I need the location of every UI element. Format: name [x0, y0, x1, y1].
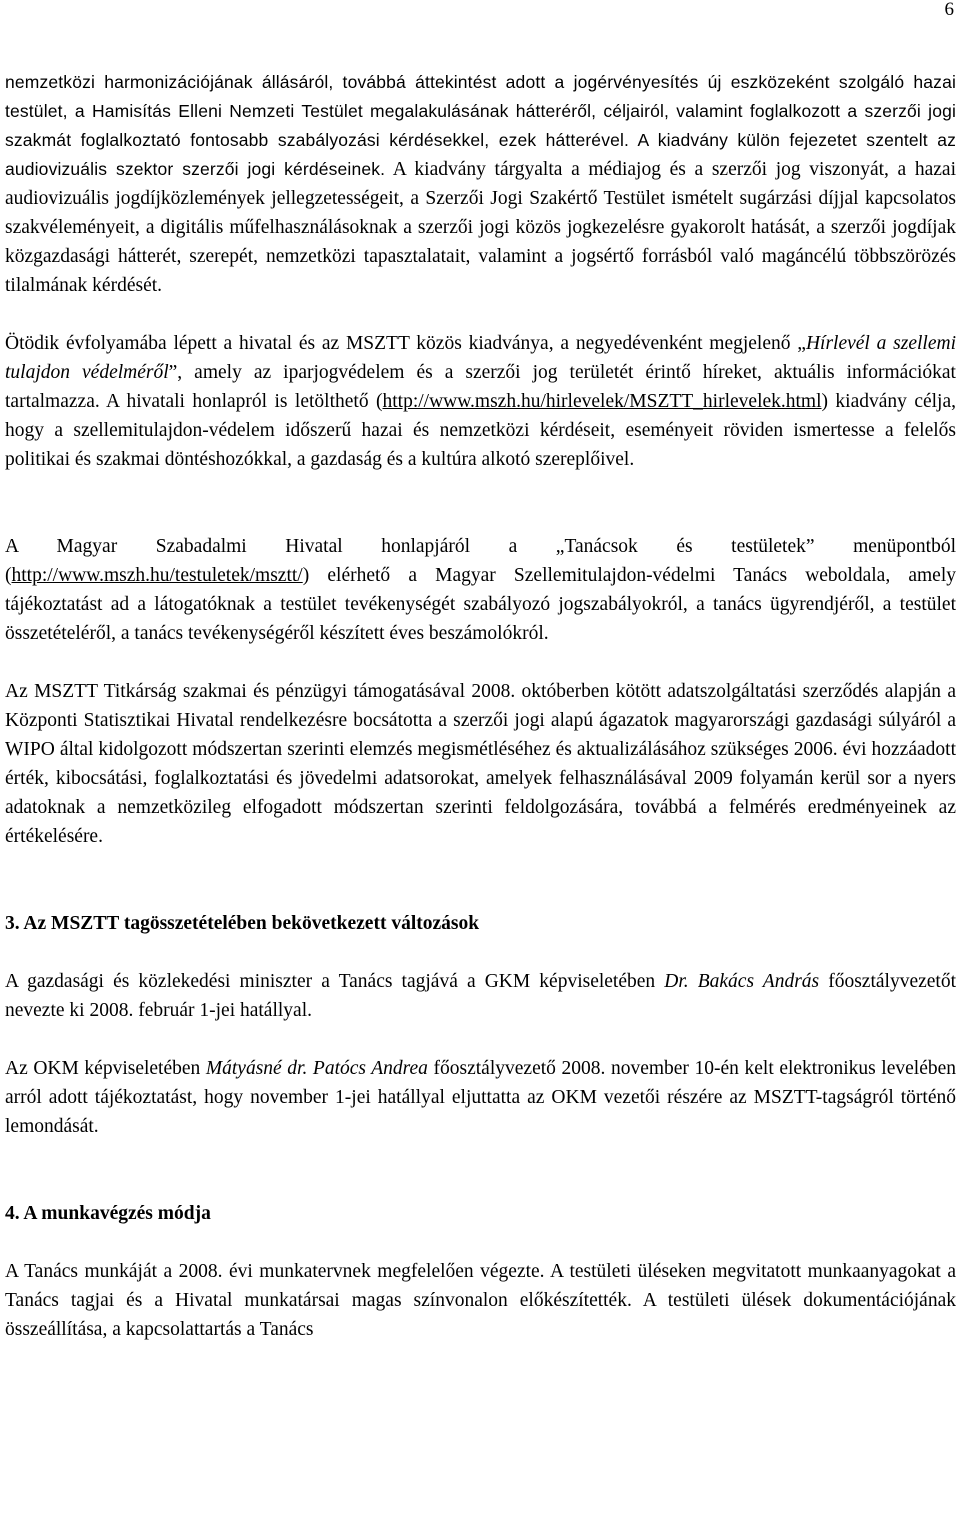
section-heading-3: 3. Az MSZTT tagösszetételében bekövetkezett változások	[5, 913, 480, 934]
resignation-text-a: Az OKM képviseletében	[5, 1058, 206, 1079]
paragraph-serif-part: A kiadvány tárgyalta a médiajog és a szerzői jog viszonyát, a hazai audiovizuális jogdíjközlemények jellegzetességeit, a Szerzői Jogi Szakértő Testület ismételt sugárzási díjjal kapcsolatos szakvéleményeit, a digitális műfelhasználásoknak a szerzői jogi közös jogkezelésre gyakorolt hatását, a szerzői jogdíjak közgazdasági hátterét, szerepét, nemzetközi tapasztalatait, valamint a jogsértő forrásból való magáncélú többszörözés tilalmának kérdését.	[5, 159, 957, 296]
paragraph-publication-summary	[5, 68, 956, 300]
paragraph-statistics: Az MSZTT Titkárság szakmai és pénzügyi támogatásával 2008. októberben kötött adatszolgáltatási szerződés alapján a Központi Statisztikai Hivatal rendelkezésre bocsátotta a szerzői jogi alapú ágazatok magyarországi gazdasági súlyáról a WIPO által kidolgozott módszertan szerinti elemzés megismétléséhez és aktualizálásához szükséges 2006. évi hozzáadott érték, kibocsátási, foglalkoztatási és jövedelmi adatsorokat, amelyek felhasználásával 2009 folyamán kerül sor a nyers adatoknak a nemzetközileg elfogadott módszertan szerinti feldolgozására, továbbá a felmérés eredményeinek az értékelésére.	[5, 681, 956, 847]
paragraph-sans-part: nemzetközi harmonizációjának állásáról, továbbá áttekintést adott a jogérvényesítés új eszközeként szolgáló hazai testület, a Hamisítás Elleni Nemzeti Testület megalakulásának hátteréről, céljairól, valamint foglalkozott a szerzői jogi szakmát foglalkoztató fontosabb szabályozási kérdésekkel, ezek hátterével. A kiadvány külön fejezetet szentelt az audiovizuális szektor szerzői jogi kérdéseinek.	[5, 72, 956, 179]
appointment-text-a: A gazdasági és közlekedési miniszter a Tanács tagjává a GKM képviseletében	[5, 971, 665, 992]
newsletter-link[interactable]: http://www.mszh.hu/hirlevelek/MSZTT_hirlevelek.html	[382, 391, 822, 412]
msztt-website-link[interactable]: http://www.mszh.hu/testuletek/msztt/	[11, 565, 303, 586]
newsletter-text-b: ”, amely az iparjogvédelem és a szerzői jog területét érintő híreket, aktuális információkat tartalmazza. A hivatali honlapról is letölthető (	[5, 362, 956, 412]
appointment-text-b: főosztályvezetőt nevezte ki 2008. február 1-jei hatállyal.	[5, 971, 956, 1021]
website-text-a: A Magyar Szabadalmi Hivatal honlapjáról a „Tanácsok és testületek” menüpontból (	[5, 536, 956, 586]
newsletter-text-c: ) kiadvány célja, hogy a szellemitulajdon-védelem időszerű hazai és nemzetközi kérdéseit, eseményeit röviden ismertesse a felelős politikai és szakmai döntéshozókkal, a gazdaság és a kultúra alkotó szereplőivel.	[5, 391, 956, 470]
section-heading-4: 4. A munkavégzés módja	[5, 1203, 211, 1224]
paragraph-website	[5, 532, 956, 648]
newsletter-text-a: Ötödik évfolyamába lépett a hivatal és az MSZTT közös kiadványa, a negyedévenként megjelenő „	[5, 333, 806, 354]
paragraph-member-appointment	[5, 967, 956, 1025]
paragraph-work-method: A Tanács munkáját a 2008. évi munkatervnek megfelelően végezte. A testületi üléseken megvitatott munkaanyagokat a Tanács tagjai és a Hivatal munkatársai magas színvonalon előkészítették. A testületi ülések dokumentációjának összeállítása, a kapcsolattartás a Tanács	[5, 1261, 956, 1340]
page-number: 6	[944, 0, 954, 20]
document-body	[5, 68, 956, 1344]
paragraph-member-resignation	[5, 1054, 956, 1141]
resignation-text-b: főosztályvezető 2008. november 10-én kelt elektronikus levelében arról adott tájékoztatást, hogy november 1-jei hatállyal eljuttatta az OKM vezetői részére az MSZTT-tagságról történő lemondását.	[5, 1058, 957, 1137]
newsletter-title: Hírlevél a szellemi tulajdon védelméről	[5, 333, 956, 383]
website-text-b: ) elérhető a Magyar Szellemitulajdon-védelmi Tanács weboldala, amely tájékoztatást ad a látogatóknak a testület tevékenységét szabályozó jogszabályokról, a tanács ügyrendjéről, a testület összetételéről, a tanács tevékenységéről készített éves beszámolókról.	[5, 565, 956, 644]
member-name-patocs: Mátyásné dr. Patócs Andrea	[205, 1058, 428, 1079]
paragraph-newsletter	[5, 329, 956, 474]
member-name-bakacs: Dr. Bakács András	[664, 971, 820, 992]
